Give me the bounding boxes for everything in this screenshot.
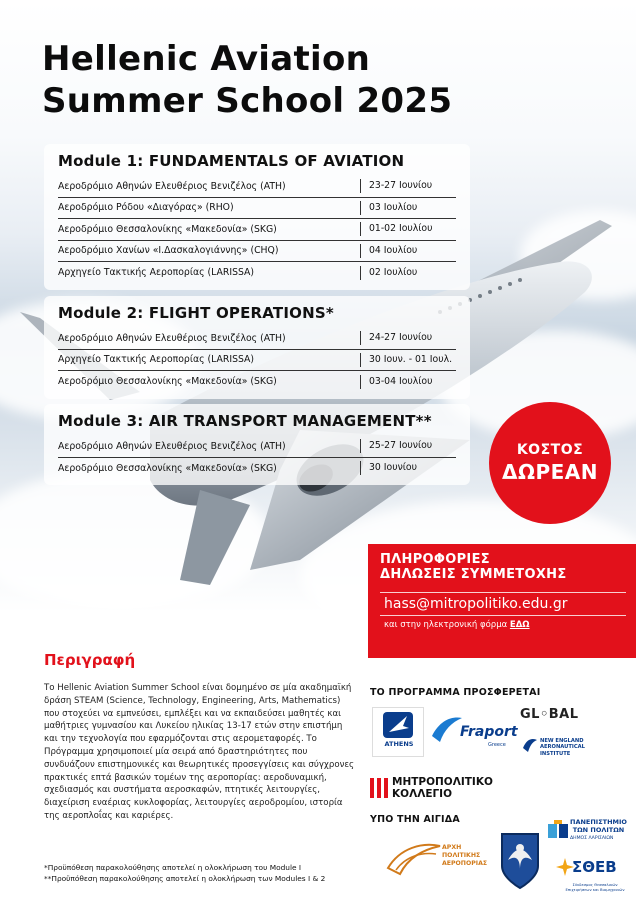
sveb-sub: Σύνδεσμος Θεσσαλικών Επιχειρήσεων και Βιομηχανιών bbox=[565, 882, 625, 892]
info-heading-2: ΔΗΛΩΣΕΙΣ ΣΥΜΜΕΤΟΧΗΣ bbox=[380, 567, 567, 582]
university-name bbox=[570, 818, 627, 834]
date: 24-27 Ιουνίου bbox=[360, 331, 456, 345]
location: Αεροδρόμιο Θεσσαλονίκης «Μακεδονία» (SKG) bbox=[58, 376, 277, 388]
schedule-row bbox=[58, 458, 456, 480]
eagle-badge-icon bbox=[498, 830, 542, 890]
date: 03 Ιουλίου bbox=[360, 201, 456, 215]
description-text: Το Hellenic Aviation Summer School είναι δομημένο σε μία ακαδημαϊκή δράση STEAM (Science, Technology, Engineering, Arts, Mathematics) που στοχεύει να εμπνεύσει, εμπλέξει και να εκπαιδεύσει μαθητές και μαθήτριες γυμνασίου και Λυκείου ηλικίας 13-17 ετών στην επιστήμη και την τεχνολογία που εφαρμόζονται στις αερομεταφορές. Το Πρόγραμμα χρησιμοποιεί μία σειρά από δραστηριότητες που συνδυάζουν επιστημονικές και θεωρητικές προσεγγίσεις και σύγχρονες πρακτικές επτά βασικών τομέων της αεροπορίας: αεροδυναμική, σχεδιασμός και συστήματα αεροσκαφών, πτητικές λειτουργίες, διαχείριση εναέριας κυκλοφορίας, λειτουργίες αεροδρομίου, ιστορία της αεροπλοΐας και καριέρες. bbox=[44, 683, 355, 821]
schedule-row bbox=[58, 241, 456, 263]
location: Αεροδρόμιο Θεσσαλονίκης «Μακεδονία» (SKG) bbox=[58, 462, 277, 474]
date: 23-27 Ιουνίου bbox=[360, 179, 456, 193]
schedule-row bbox=[58, 436, 456, 458]
college-name-line-2: ΚΟΛΛΕΓΙΟ bbox=[392, 788, 453, 800]
neai-logo bbox=[522, 736, 594, 758]
location: Αρχηγείο Τακτικής Αεροπορίας (LARISSA) bbox=[58, 354, 255, 366]
footnote-2: **Προϋπόθεση παρακολούθησης αποτελεί η ολοκλήρωση των Modules I & 2 bbox=[44, 874, 326, 883]
university-name-line-1: ΠΑΝΕΠΙΣΤΗΜΙΟ bbox=[570, 818, 627, 826]
apa-text: ΑΡΧΗ ΠΟΛΙΤΙΚΗΣ ΑΕΡΟΠΟΡΙΑΣ bbox=[442, 844, 488, 867]
info-box bbox=[368, 544, 636, 658]
module-title: Module 1: FUNDAMENTALS OF AVIATION bbox=[58, 152, 405, 170]
cost-label: ΚΟΣΤΟΣ bbox=[516, 442, 584, 458]
cost-badge bbox=[489, 402, 611, 524]
athens-airport-logo bbox=[372, 707, 424, 757]
description-heading: Περιγραφή bbox=[44, 651, 136, 669]
college-name bbox=[392, 776, 493, 800]
schedule-row bbox=[58, 328, 456, 350]
date: 04 Ιουλίου bbox=[360, 244, 456, 258]
form-note-text: και στην ηλεκτρονική φόρμα bbox=[384, 620, 510, 630]
sveb-logo bbox=[556, 852, 626, 894]
athens-logo-text: ATHENS bbox=[384, 740, 414, 748]
schedule-row bbox=[58, 176, 456, 198]
schedule-row bbox=[58, 371, 456, 393]
schedule-row bbox=[58, 198, 456, 220]
date: 03-04 Ιουλίου bbox=[360, 375, 456, 389]
page-title bbox=[42, 38, 602, 122]
book-icon bbox=[548, 820, 568, 842]
date: 02 Ιουλίου bbox=[360, 266, 456, 280]
offer-heading: ΤΟ ΠΡΟΓΡΑΜΜΑ ΠΡΟΣΦΕΡΕΤΑΙ bbox=[370, 687, 541, 698]
location: Αρχηγείο Τακτικής Αεροπορίας (LARISSA) bbox=[58, 267, 255, 279]
fraport-logo bbox=[430, 712, 516, 752]
aegis-heading: ΥΠΟ ΤΗΝ ΑΙΓΙΔΑ bbox=[370, 814, 460, 825]
module-3-panel bbox=[44, 404, 470, 485]
college-name-line-1: ΜΗΤΡΟΠΟΛΙΤΙΚΟ bbox=[392, 776, 493, 788]
title-line-2: Summer School 2025 bbox=[42, 81, 453, 121]
civil-aviation-authority-logo bbox=[386, 834, 488, 882]
date: 25-27 Ιουνίου bbox=[360, 439, 456, 453]
footnotes bbox=[44, 862, 364, 884]
apa-wing-icon bbox=[386, 838, 442, 878]
university-name-line-2: ΤΩΝ ΠΟΛΙΤΩΝ bbox=[572, 826, 625, 834]
metropolitan-college-logo bbox=[370, 776, 520, 800]
date: 01-02 Ιουλίου bbox=[360, 222, 456, 236]
fraport-sub: Greece bbox=[488, 742, 506, 748]
contact-email[interactable]: hass@mitropolitiko.edu.gr bbox=[380, 592, 626, 616]
footnote-1: *Προϋπόθεση παρακολούθησης αποτελεί η ολοκλήρωση του Module I bbox=[44, 863, 302, 872]
schedule-row bbox=[58, 350, 456, 372]
location: Αεροδρόμιο Αθηνών Ελευθέριος Βενιζέλος (ATH) bbox=[58, 332, 286, 344]
date: 30 Ιουνίου bbox=[360, 461, 456, 475]
schedule-row bbox=[58, 219, 456, 241]
location: Αεροδρόμιο Ρόδου «Διαγόρας» (RHO) bbox=[58, 202, 234, 214]
form-note bbox=[380, 620, 624, 630]
location: Αεροδρόμιο Αθηνών Ελευθέριος Βενιζέλος (ATH) bbox=[58, 440, 286, 452]
fraport-text: Fraport bbox=[460, 724, 518, 740]
module-1-panel bbox=[44, 144, 470, 290]
info-heading-1: ΠΛΗΡΟΦΟΡΙΕΣ bbox=[380, 552, 490, 567]
module-title: Module 2: FLIGHT OPERATIONS* bbox=[58, 304, 334, 322]
title-line-1: Hellenic Aviation bbox=[42, 39, 371, 79]
bird-icon bbox=[522, 736, 538, 754]
university-sub: ΔΗΜΟΣ ΛΑΡΙΣΑΙΩΝ bbox=[570, 836, 614, 841]
schedule-row bbox=[58, 262, 456, 284]
citizens-university-logo bbox=[548, 818, 628, 846]
air-force-badge-logo bbox=[498, 830, 542, 890]
college-mark-icon bbox=[370, 778, 388, 798]
neai-text: NEW ENGLAND AERONAUTICAL INSTITUTE bbox=[540, 738, 585, 757]
plane-mark-icon bbox=[383, 712, 413, 738]
cost-value: ΔΩΡΕΑΝ bbox=[501, 460, 599, 484]
date: 30 Ιουν. - 01 Ιουλ. bbox=[360, 353, 456, 367]
module-2-panel bbox=[44, 296, 470, 399]
location: Αεροδρόμιο Θεσσαλονίκης «Μακεδονία» (SKG) bbox=[58, 223, 277, 235]
sveb-text: ΣΘΕΒ bbox=[572, 858, 617, 876]
location: Αεροδρόμιο Αθηνών Ελευθέριος Βενιζέλος (ATH) bbox=[58, 180, 286, 192]
form-link[interactable]: ΕΔΩ bbox=[509, 620, 530, 630]
module-title: Module 3: AIR TRANSPORT MANAGEMENT** bbox=[58, 412, 432, 430]
location: Αεροδρόμιο Χανίων «Ι.Δασκαλογιάννης» (CHQ) bbox=[58, 245, 279, 257]
global-logo: GL◦BAL bbox=[520, 707, 579, 722]
fraport-swoosh-icon bbox=[430, 712, 464, 746]
